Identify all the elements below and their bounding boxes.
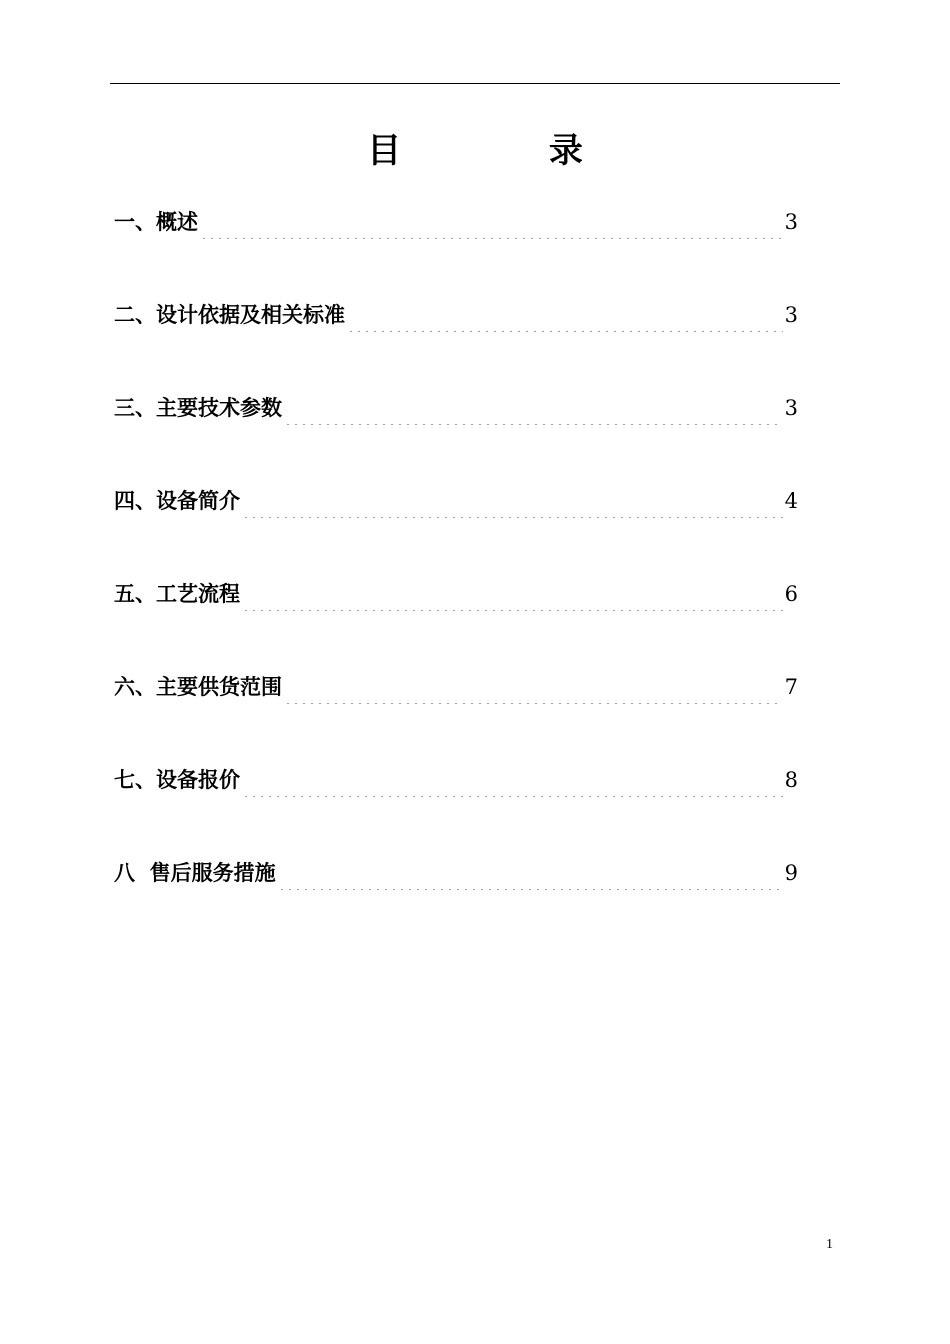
toc-dot-leader [284, 391, 783, 425]
toc-entry-page: 3 [784, 210, 798, 234]
toc-entry-page: 6 [784, 582, 798, 606]
toc-entry-label: 三、主要技术参数 [114, 396, 282, 420]
toc-entry[interactable] [114, 856, 798, 949]
toc-entry-page: 7 [784, 675, 798, 699]
toc-entry-label: 六、主要供货范围 [114, 675, 282, 699]
toc-dot-leader [242, 763, 783, 797]
toc-entry[interactable] [114, 577, 798, 670]
toc-dot-leader [200, 205, 783, 239]
toc-entry[interactable] [114, 763, 798, 856]
table-of-contents [114, 205, 798, 949]
toc-entry-page: 3 [784, 303, 798, 327]
toc-title: 目 录 [367, 131, 651, 171]
toc-entry-page: 4 [784, 489, 798, 513]
toc-entry-label: 四、设备简介 [114, 489, 240, 513]
toc-dot-leader [284, 670, 783, 704]
toc-entry[interactable] [114, 205, 798, 298]
toc-entry[interactable] [114, 670, 798, 763]
toc-entry-label: 八 售后服务措施 [114, 861, 276, 885]
toc-entry-label: 二、设计依据及相关标准 [114, 303, 345, 327]
toc-entry-page: 9 [784, 861, 798, 885]
toc-entry[interactable] [114, 484, 798, 577]
toc-dot-leader [347, 298, 783, 332]
toc-dot-leader [242, 484, 783, 518]
toc-entry[interactable] [114, 391, 798, 484]
page-number: 1 [826, 1237, 833, 1252]
toc-entry-page: 3 [784, 396, 798, 420]
toc-dot-leader [278, 856, 783, 890]
toc-entry-label: 七、设备报价 [114, 768, 240, 792]
toc-entry[interactable] [114, 298, 798, 391]
toc-dot-leader [242, 577, 783, 611]
toc-entry-page: 8 [784, 768, 798, 792]
header-rule [110, 83, 840, 84]
toc-entry-label: 一、概述 [114, 210, 198, 234]
toc-entry-label: 五、工艺流程 [114, 582, 240, 606]
